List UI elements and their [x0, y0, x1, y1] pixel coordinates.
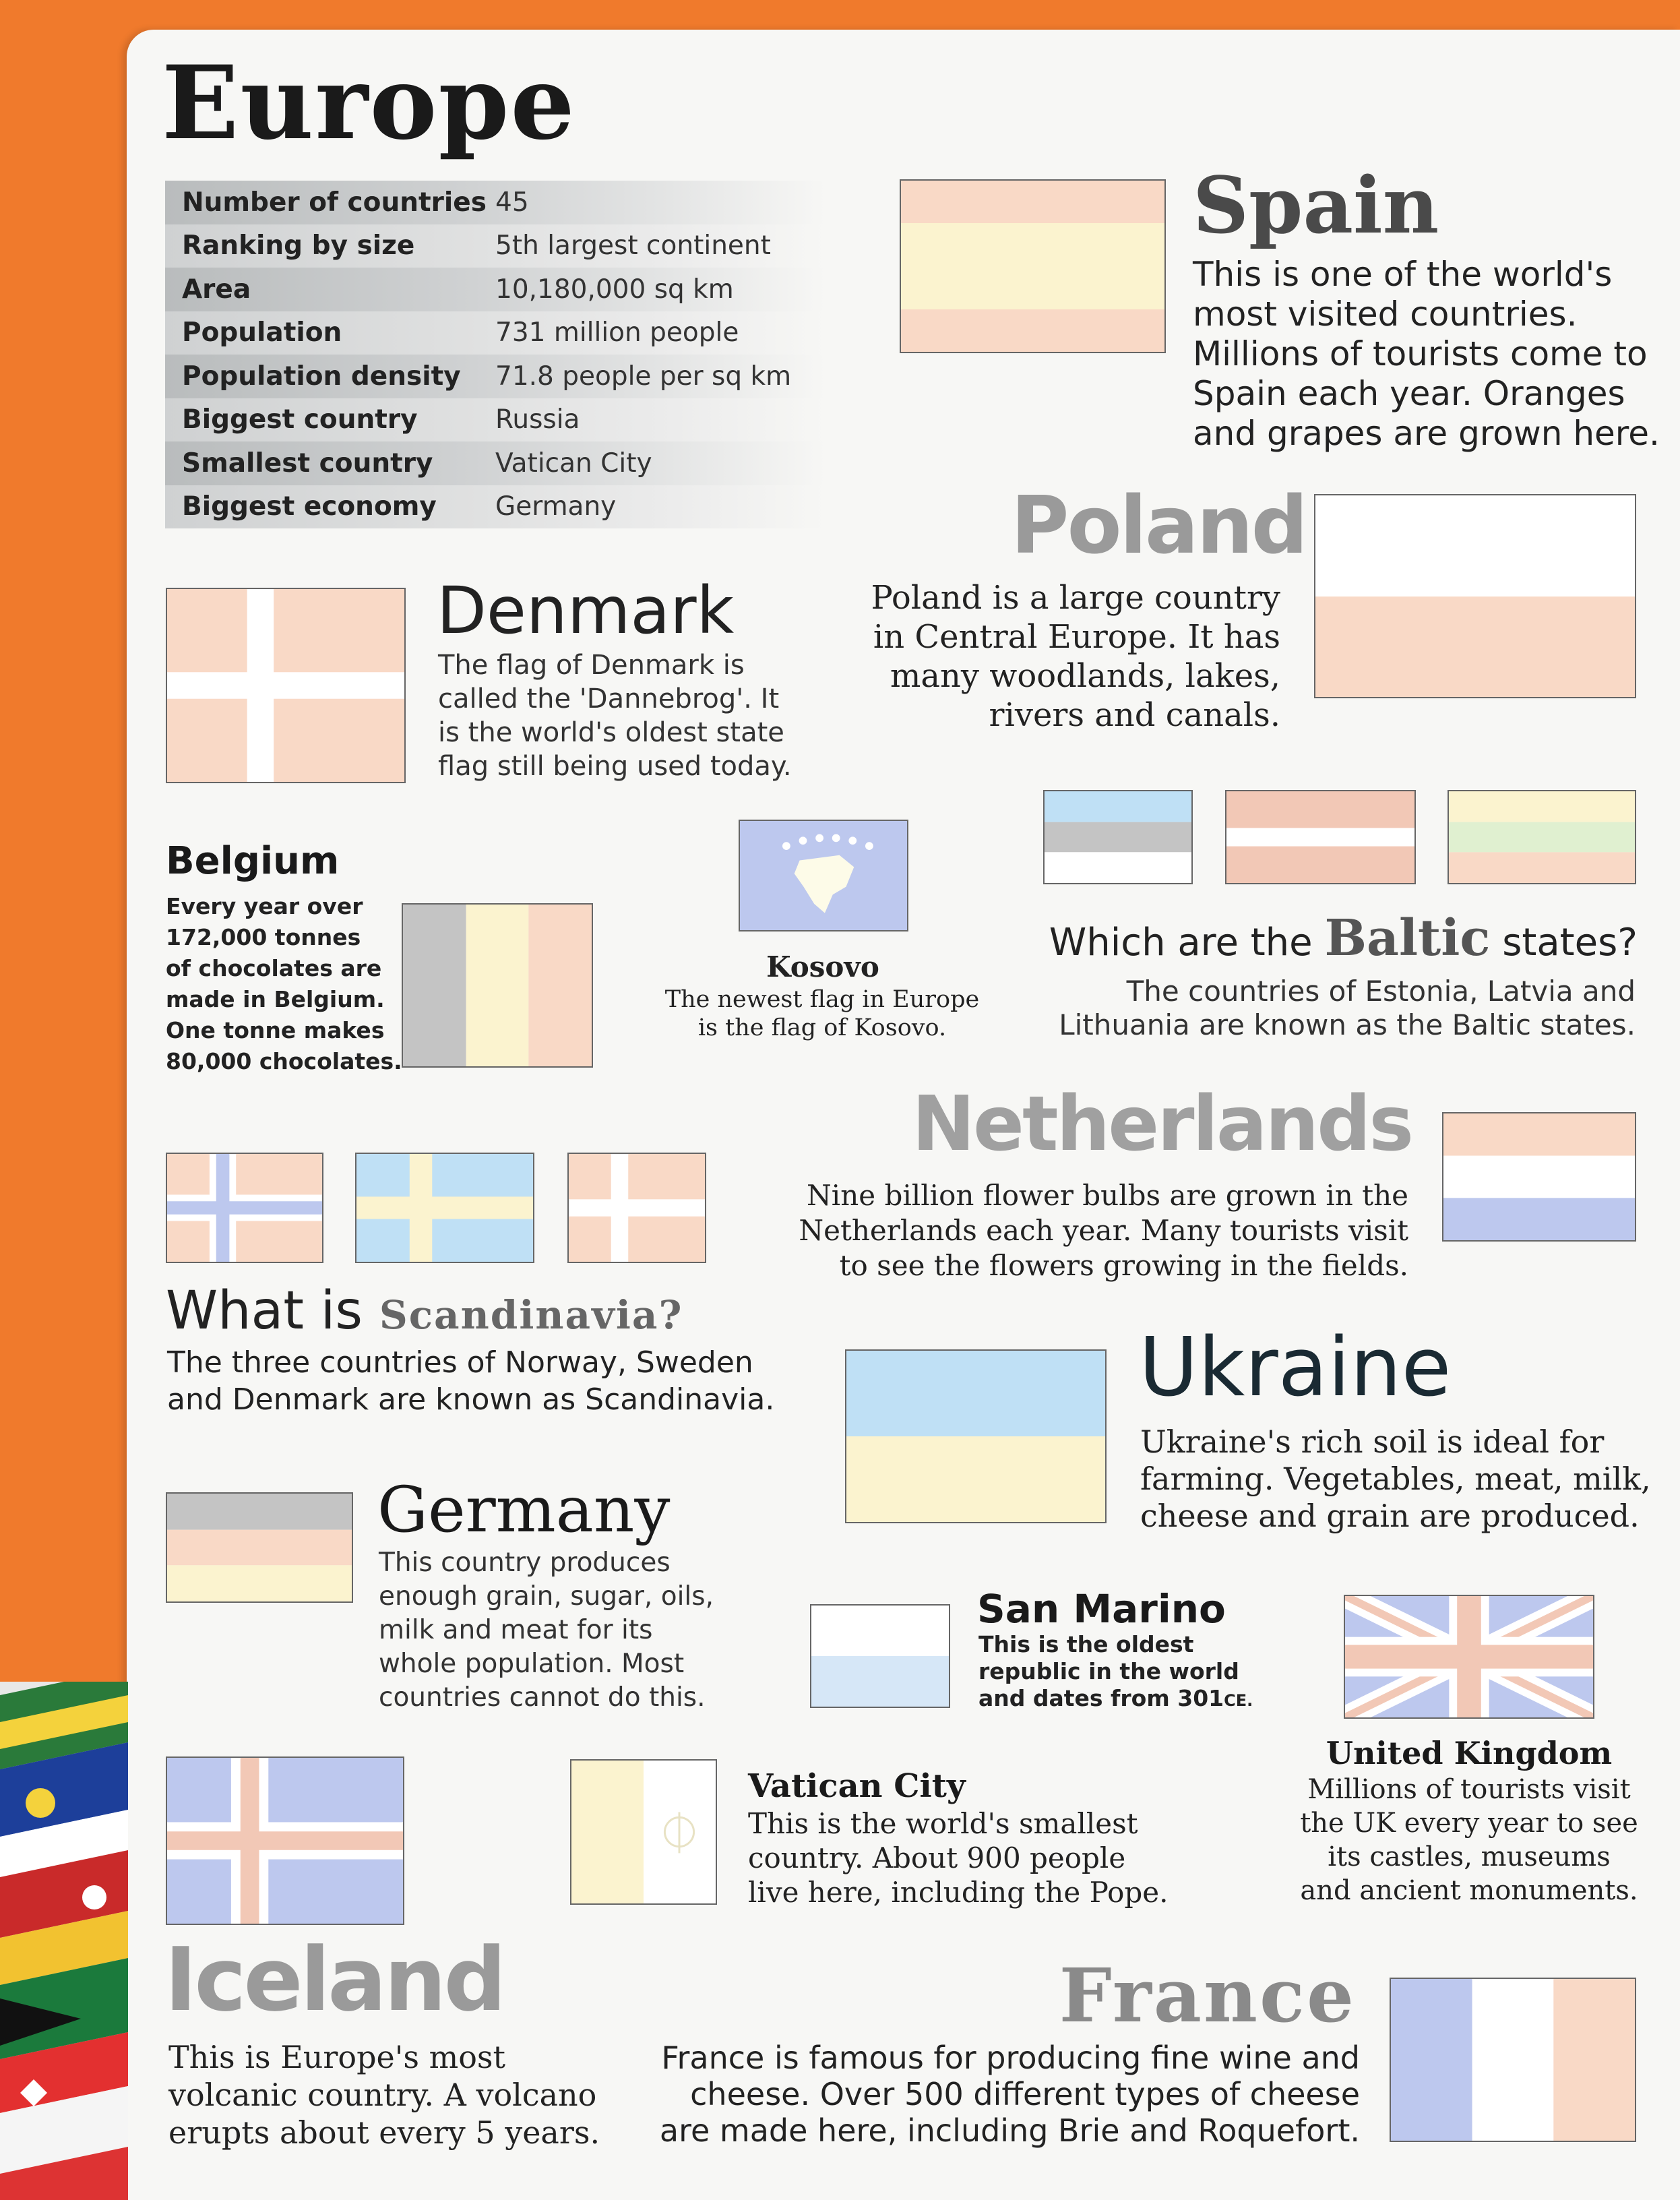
text-line: This is Europe's most	[168, 2039, 506, 2075]
fact-row	[165, 268, 826, 311]
denmark-flag-small	[567, 1153, 706, 1263]
scandinavia-text	[167, 1344, 774, 1418]
text-line: of chocolates are	[166, 955, 382, 981]
text-line: made in Belgium.	[166, 986, 385, 1012]
fact-label: Area	[182, 274, 251, 305]
france-text	[633, 2040, 1360, 2149]
text-line: whole population. Most	[379, 1649, 685, 1679]
text-line: The countries of Estonia, Latvia and	[1126, 975, 1636, 1008]
iceland-title: Iceland	[164, 1928, 504, 2031]
san-marino-text	[978, 1631, 1253, 1714]
germany-title: Germany	[377, 1473, 671, 1547]
fact-row	[165, 311, 826, 355]
denmark-flag	[166, 588, 406, 783]
kosovo-title: Kosovo	[766, 950, 879, 983]
text-line: rivers and canals.	[989, 696, 1280, 734]
text-line	[978, 1685, 1253, 1714]
text-line: and grapes are grown here.	[1193, 414, 1660, 453]
text-line: milk and meat for its	[379, 1615, 653, 1645]
ukraine-flag	[845, 1349, 1107, 1523]
text-line: enough grain, sugar, oils,	[379, 1581, 714, 1612]
fact-label: Population density	[182, 361, 461, 392]
latvia-flag	[1225, 790, 1416, 884]
uk-flag	[1344, 1595, 1594, 1719]
spain-text	[1193, 255, 1660, 454]
fact-value: 71.8 people per sq km	[495, 361, 792, 392]
iceland-text	[168, 2038, 600, 2151]
poland-title: Poland	[1011, 479, 1307, 572]
text-line: This country produces	[379, 1548, 671, 1578]
ukraine-title: Ukraine	[1139, 1321, 1452, 1415]
text-line: farming. Vegetables, meat, milk,	[1140, 1461, 1651, 1497]
fact-label: Population	[182, 317, 342, 348]
kosovo-flag	[739, 820, 908, 931]
text-line: are made here, including Brie and Roquefort.	[659, 2112, 1360, 2149]
baltic-question	[1031, 911, 1638, 966]
text-line: Millions of tourists visit	[1307, 1774, 1631, 1805]
iceland-flag	[166, 1756, 404, 1925]
question-suffix: states?	[1502, 921, 1638, 965]
vatican-title: Vatican City	[748, 1767, 966, 1805]
denmark-text	[438, 648, 792, 783]
fact-value: 5th largest continent	[495, 231, 771, 262]
text-line: its castles, museums	[1328, 1841, 1611, 1872]
text-line: country. About 900 people	[748, 1841, 1126, 1874]
text-line: is the flag of Kosovo.	[697, 1014, 947, 1041]
text-line: called the 'Dannebrog'. It	[438, 683, 780, 714]
fact-value: 10,180,000 sq km	[495, 274, 734, 305]
fact-row	[165, 224, 826, 268]
fact-value: 731 million people	[495, 317, 739, 348]
text-line: Nine billion flower bulbs are grown in the	[807, 1179, 1408, 1212]
question-keyword: Baltic	[1324, 909, 1491, 967]
belgium-text	[166, 891, 402, 1077]
poland-flag	[1314, 494, 1636, 698]
fact-label: Smallest country	[182, 448, 433, 479]
text-line: and Denmark are known as Scandinavia.	[167, 1382, 775, 1417]
belgium-title: Belgium	[166, 839, 340, 883]
fact-label: Ranking by size	[182, 231, 415, 262]
text-line: is the world's oldest state	[438, 717, 784, 748]
text-line: erupts about every 5 years.	[168, 2114, 600, 2151]
text-line: republic in the world	[978, 1658, 1239, 1684]
text-line: countries cannot do this.	[379, 1682, 706, 1713]
san-marino-flag	[810, 1604, 950, 1708]
text-line: to see the flowers growing in the fields.	[839, 1249, 1408, 1282]
poland-text	[809, 578, 1280, 735]
fact-value: Germany	[495, 491, 617, 522]
question-prefix: What is	[166, 1281, 363, 1341]
text-line: Lithuania are known as the Baltic states.	[1059, 1008, 1636, 1041]
text-line: Ukraine's rich soil is ideal for	[1140, 1424, 1605, 1460]
question-prefix: Which are the	[1049, 921, 1313, 965]
netherlands-title: Netherlands	[912, 1080, 1412, 1168]
vatican-flag	[570, 1759, 717, 1905]
text-line: cheese and grain are produced.	[1140, 1498, 1640, 1534]
text-line: France is famous for producing fine wine and	[661, 2040, 1360, 2076]
text-line: 172,000 tonnes	[166, 924, 361, 950]
text-line: volcanic country. A volcano	[168, 2077, 597, 2113]
fact-value: Vatican City	[495, 448, 652, 479]
uk-text	[1267, 1773, 1671, 1907]
text-line: most visited countries.	[1193, 295, 1578, 334]
estonia-flag	[1043, 790, 1193, 884]
fact-row	[165, 355, 826, 398]
text-line: Millions of tourists come to	[1193, 334, 1648, 373]
france-title: France	[1059, 1952, 1356, 2039]
text-line: This is the oldest	[978, 1631, 1194, 1657]
text-line: and ancient monuments.	[1300, 1875, 1638, 1906]
scandinavia-question	[166, 1281, 683, 1341]
flag-collage-decoration	[0, 1682, 128, 2200]
fact-row	[165, 441, 826, 485]
text-line: One tonne makes	[166, 1017, 385, 1043]
facts-table	[165, 181, 826, 528]
era-suffix: CE.	[1224, 1691, 1253, 1710]
text-line: Netherlands each year. Many tourists visit	[799, 1214, 1408, 1247]
text-line: This is the world's smallest	[748, 1807, 1138, 1840]
text-line: Spain each year. Oranges	[1193, 374, 1625, 413]
france-flag	[1390, 1978, 1636, 2142]
text-line: The newest flag in Europe	[664, 986, 980, 1013]
fact-label: Biggest country	[182, 404, 418, 435]
question-keyword: Scandinavia?	[379, 1292, 683, 1338]
belgium-flag	[402, 903, 593, 1068]
text-line: the UK every year to see	[1300, 1808, 1638, 1839]
text-line: Every year over	[166, 893, 363, 919]
text-segment: and dates from 301	[978, 1685, 1224, 1711]
text-line: many woodlands, lakes,	[890, 657, 1280, 695]
text-line: The flag of Denmark is	[438, 650, 745, 681]
text-line: The three countries of Norway, Sweden	[167, 1345, 753, 1380]
lithuania-flag	[1448, 790, 1636, 884]
fact-row	[165, 181, 826, 224]
flag-collage-icon	[0, 1682, 128, 2200]
text-line: cheese. Over 500 different types of cheese	[690, 2076, 1360, 2112]
germany-flag	[166, 1492, 353, 1603]
fact-row	[165, 485, 826, 529]
spain-flag	[900, 179, 1166, 353]
spain-title: Spain	[1193, 160, 1439, 251]
sweden-flag	[355, 1153, 534, 1263]
fact-value: 45	[495, 187, 529, 218]
text-line: Poland is a large country	[871, 579, 1280, 617]
page-title: Europe	[162, 44, 576, 162]
netherlands-text	[795, 1178, 1408, 1283]
fact-value: Russia	[495, 404, 580, 435]
baltic-text	[1031, 975, 1636, 1042]
text-line: flag still being used today.	[438, 751, 792, 782]
fact-label: Number of countries	[182, 187, 487, 218]
ukraine-text	[1140, 1424, 1651, 1535]
fact-row	[165, 398, 826, 442]
netherlands-flag	[1442, 1112, 1636, 1242]
germany-text	[379, 1546, 714, 1715]
vatican-text	[748, 1806, 1169, 1909]
text-line: 80,000 chocolates.	[166, 1048, 402, 1074]
kosovo-text	[640, 985, 1004, 1042]
norway-flag	[166, 1153, 323, 1263]
uk-title: United Kingdom	[1326, 1735, 1613, 1771]
san-marino-title: San Marino	[977, 1586, 1226, 1632]
text-line: in Central Europe. It has	[873, 618, 1280, 656]
denmark-title: Denmark	[437, 573, 735, 648]
text-line: live here, including the Pope.	[748, 1876, 1169, 1909]
fact-label: Biggest economy	[182, 491, 437, 522]
text-line: This is one of the world's	[1193, 255, 1613, 294]
